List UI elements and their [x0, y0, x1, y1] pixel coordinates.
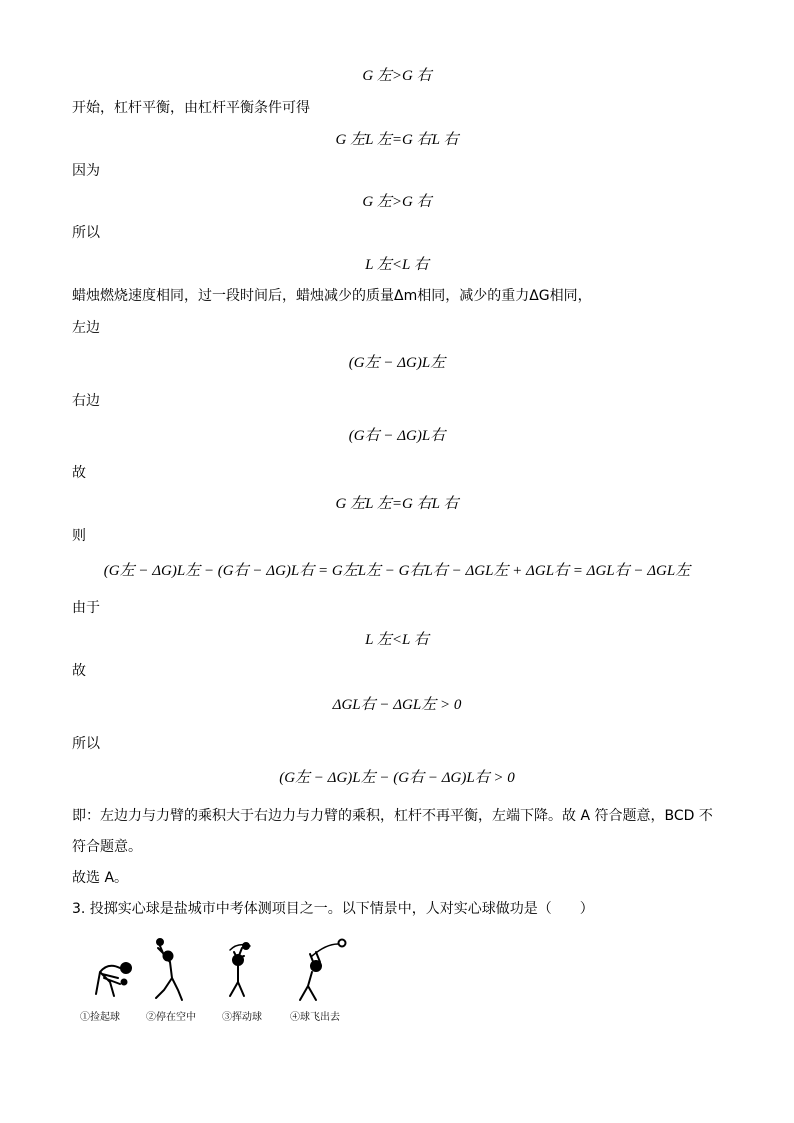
formula-right-side [0, 426, 794, 447]
text-line: 则 [72, 528, 86, 544]
formula-text: (G左 − ΔG)L左 − (G右 − ΔG)L右 = G左L左 − G右L右 − ΔGL左 + ΔGL右 = ΔGL右 − ΔGL左 [103, 563, 691, 579]
text-line: 开始，杠杆平衡，由杠杆平衡条件可得 [72, 100, 310, 116]
text-paragraph: 即：左边力与力臂的乘积大于右边力与力臂的乘积，杠杆不再平衡，左端下降。故 A 符合题意，BCD 不符合题意。 [72, 808, 713, 855]
formula-text: L 左<L 右 [365, 632, 429, 648]
formula-text: G 左L 左=G 右L 右 [335, 132, 459, 148]
formula-l-compare [0, 255, 794, 276]
formula-conclusion [0, 768, 794, 789]
text-line: 左边 [72, 320, 100, 336]
formula-text: G 左>G 右 [362, 68, 432, 84]
caption-2: ②停在空中 [146, 1012, 196, 1023]
figure-swing [230, 943, 250, 996]
formula-text: (G左 − ΔG)L左 − (G右 − ΔG)L右 > 0 [279, 770, 515, 786]
text-line: 因为 [72, 163, 100, 179]
text-line: 所以 [72, 736, 100, 752]
figure-hold [156, 939, 182, 1000]
text-line: 故 [72, 465, 86, 481]
stick-figures-illustration [80, 938, 360, 1008]
formula-lever-balance [0, 494, 794, 515]
formula-text: (G右 − ΔG)L右 [348, 428, 446, 444]
figure-throw [300, 940, 346, 1001]
text-line: 蜡烛燃烧速度相同，过一段时间后，蜡烛减少的质量Δm相同，减少的重力ΔG相同， [72, 288, 592, 304]
formula-g-compare [0, 192, 794, 213]
question-figure [80, 938, 360, 1028]
question-stem: 3. 投掷实心球是盐城市中考体测项目之一。以下情景中，人对实心球做功是（ ） [72, 901, 594, 917]
text-line: 故选 A。 [72, 870, 129, 886]
formula-text: G 左>G 右 [362, 194, 432, 210]
formula-g-compare [0, 66, 794, 87]
text-line: 由于 [72, 600, 100, 616]
formula-lever-balance [0, 130, 794, 151]
formula-text: ΔGL右 − ΔGL左 > 0 [332, 697, 462, 713]
figure-pick-up [96, 963, 131, 996]
text-line: 所以 [72, 225, 100, 241]
caption-3: ③挥动球 [222, 1012, 262, 1023]
formula-text: G 左L 左=G 右L 右 [335, 496, 459, 512]
formula-positive [0, 695, 794, 716]
caption-1: ①捡起球 [80, 1012, 120, 1023]
caption-4: ④球飞出去 [290, 1012, 340, 1023]
formula-left-side [0, 353, 794, 374]
formula-text: L 左<L 右 [365, 257, 429, 273]
formula-l-compare [0, 630, 794, 651]
formula-text: (G左 − ΔG)L左 [348, 355, 446, 371]
formula-difference [0, 561, 794, 582]
text-line: 故 [72, 663, 86, 679]
text-line: 右边 [72, 393, 100, 409]
